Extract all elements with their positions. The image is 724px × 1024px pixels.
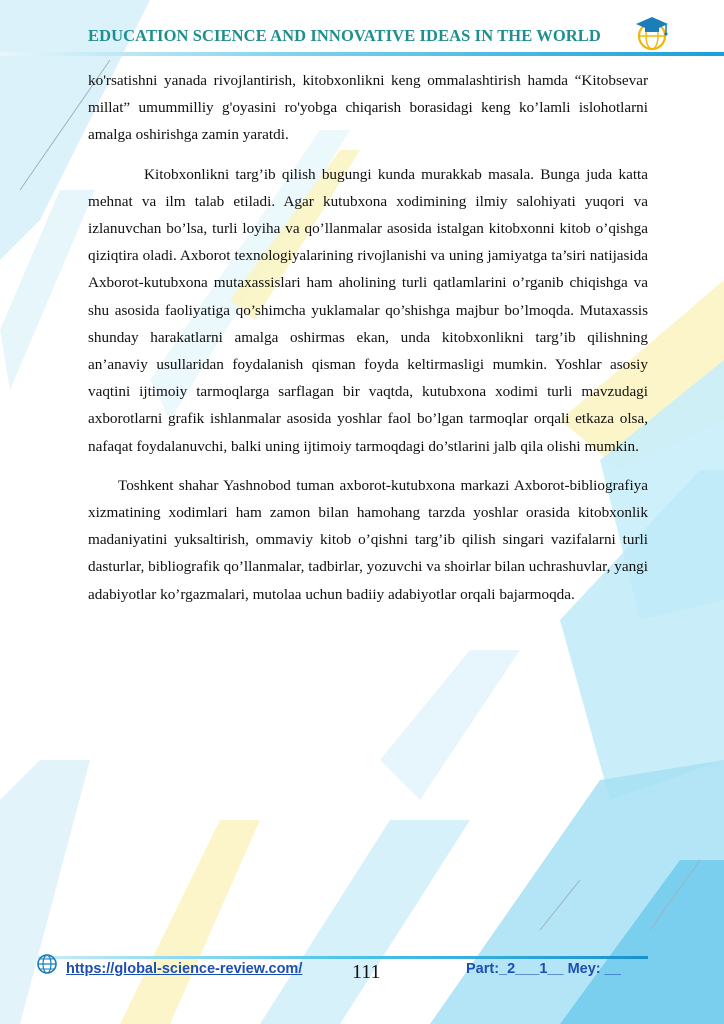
article-body: [88, 67, 648, 608]
header-divider: [0, 52, 724, 56]
issue-part-label: Part:_2___1__ Mey: __: [466, 961, 621, 977]
body-paragraph: ko'rsatishni yanada rivojlantirish, kitobxonlikni keng ommalashtirish hamda “Kitobsevar millat” umummilliy g'oyasini ro'yobga chiqarish borasidagi keng ko’lamli islohotlarni amalga oshirishga zamin yaratdi.: [88, 72, 648, 144]
journal-header-title: EDUCATION SCIENCE AND INNOVATIVE IDEAS IN THE WORLD: [88, 26, 601, 45]
bg-shape-bottom-yellow: [120, 820, 260, 1024]
globe-icon: [36, 953, 58, 975]
page-number: 111: [352, 961, 381, 983]
bg-shape-center-cyan: [380, 650, 520, 800]
graduation-cap-globe-icon: [632, 14, 672, 52]
footer-divider: [38, 956, 648, 959]
journal-website-link[interactable]: https://global-science-review.com/: [66, 961, 303, 977]
body-paragraph: Kitobxonlikni targ’ib qilish bugungi kunda murakkab masala. Bunga juda katta mehnat va ilm talab etiladi. Agar kutubxona xodimining ilmiy salohiyati yuqori va izlanuvchan bo’lsa, turli loyiha va qo’llanmalar asosida istalgan kitobxonni kitob o’qishga qiziqtira oladi. Axborot texnologiyalarining rivojlanishi va uning jamiyatga ta’siri natijasida Axborot-kutubxona mutaxassislari ham aholining turli qatlamlarini o’rganib chiqishga va shu asosida faoliyatiga qo’shimcha yuklamalar qo’shishga majbur bo’lmoqda. Mutaxassis shunday harakatlarni amalga oshirmas ekan, unda kitobxonlikni targ’ib qilishning an’anaviy usullaridan foydalanish qisman foyda keltirmasligi mumkin. Yoshlar asosiy vaqtini ijtimoiy tarmoqlarga sarflagan bir vaqtda, kutubxona xodimi turli mavzudagi axborotlarni grafik ishlanmalar asosida yoshlar faol bo’lgan tarmoqlar orqali etkaza olsa, nafaqat foydalanuvchi, balki uning ijtimoiy tarmoqdagi do’stlarini jalb qila olishi mumkin.: [88, 165, 648, 455]
body-paragraph: Toshkent shahar Yashnobod tuman axborot-kutubxona markazi Axborot-bibliografiya xizmatining xodimlari ham zamon bilan hamohang tarzda yoshlar orasida kitobxonlik madaniyatini yuksaltirish, ommaviy kitob o’qishni targ’ib qilish singari vazifalarni turli dasturlar, bibliografik qo’llanmalar, tadbirlar, yozuvchi va shoirlar bilan uchrashuvlar, yangi adabiyotlar ko’rgazmalari, mutolaa uchun badiiy adabiyotlar orqali bajarmoqda.: [88, 476, 648, 603]
bg-shape-bottom-cyan-left: [0, 760, 90, 1024]
bg-shape-bottom-cyan-mid: [260, 820, 470, 1024]
